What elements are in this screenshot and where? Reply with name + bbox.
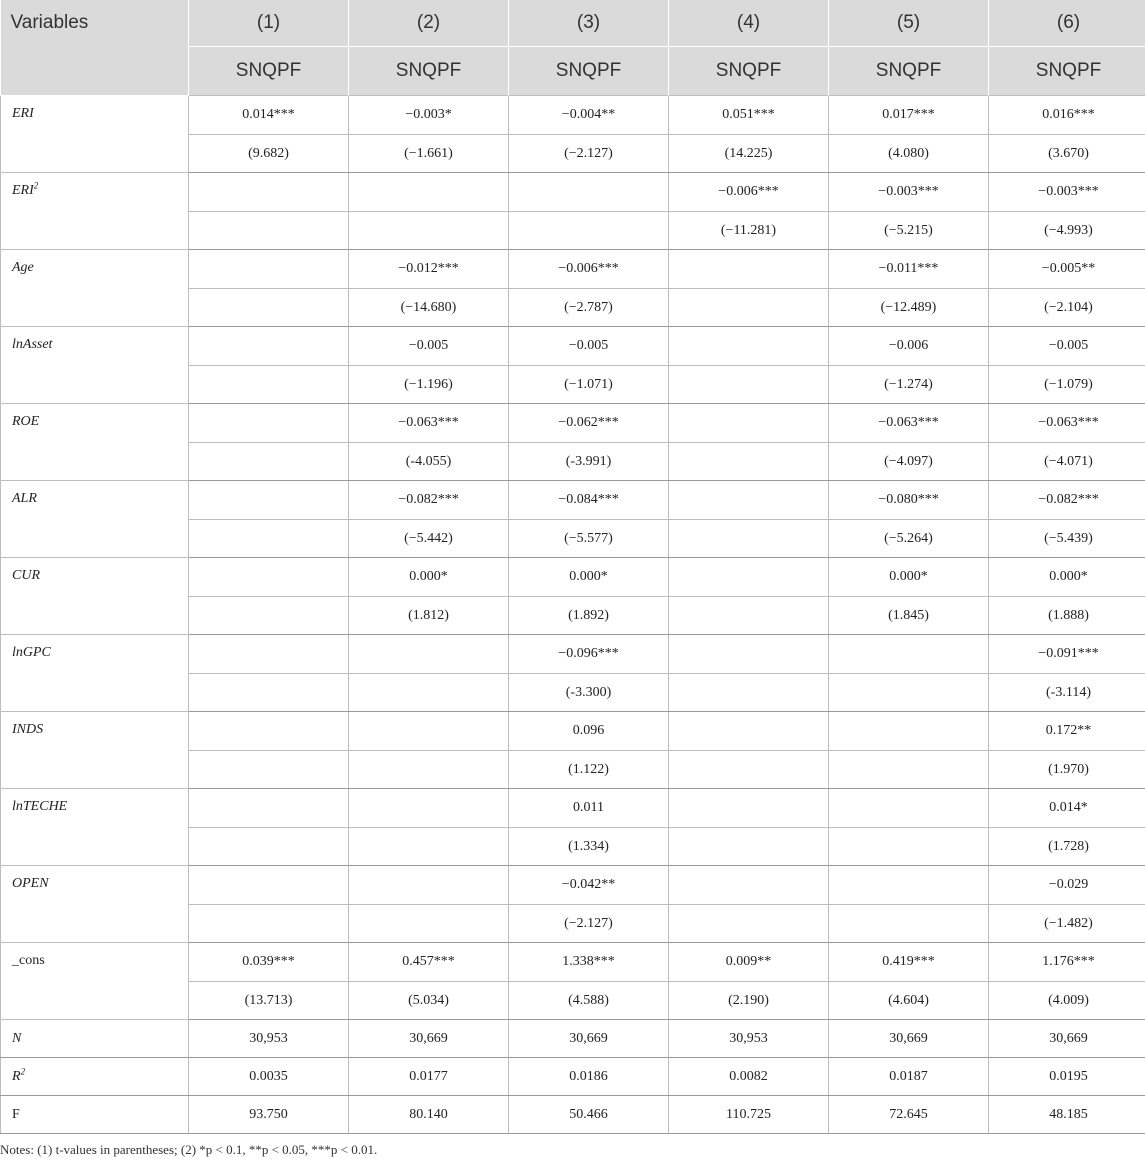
variable-name: ALR [12,491,37,506]
coefficient-cell: 1.176*** [989,943,1145,982]
variable-name: ERI [12,183,34,198]
coefficient-cell: 1.338*** [509,943,669,982]
t-value-cell: (−12.489) [829,289,989,327]
coefficient-row [1,250,1145,289]
statistic-cell: 72.645 [829,1096,989,1134]
t-value-cell: (1.892) [509,597,669,635]
coefficient-cell [669,481,829,520]
statistic-cell: 93.750 [189,1096,349,1134]
coefficient-cell: 0.172** [989,712,1145,751]
statistic-cell: 0.0177 [349,1058,509,1096]
t-value-cell [829,905,989,943]
coefficient-cell: −0.012*** [349,250,509,289]
t-value-cell [189,443,349,481]
dependent-variable-header: SNQPF [829,47,989,96]
coefficient-cell [349,635,509,674]
coefficient-cell: 0.000* [829,558,989,597]
column-header: (2) [349,0,509,47]
coefficient-row [1,96,1145,135]
coefficient-cell: −0.003* [349,96,509,135]
t-value-cell: (−1.482) [989,905,1145,943]
coefficient-cell [189,327,349,366]
coefficient-cell: −0.003*** [989,173,1145,212]
coefficient-cell [669,327,829,366]
statistic-cell: 0.0082 [669,1058,829,1096]
t-value-cell [349,905,509,943]
variable-name: INDS [12,722,44,737]
t-value-cell: (1.812) [349,597,509,635]
variable-name: F [12,1106,20,1122]
t-value-cell: (−5.577) [509,520,669,558]
coefficient-cell: −0.004** [509,96,669,135]
column-header: (6) [989,0,1145,47]
coefficient-row [1,327,1145,366]
t-value-cell: (4.588) [509,982,669,1020]
t-value-cell [189,674,349,712]
statistic-row [1,1058,1145,1096]
t-value-cell [829,828,989,866]
column-header: (4) [669,0,829,47]
coefficient-cell: 0.000* [349,558,509,597]
coefficient-cell [189,712,349,751]
t-value-cell: (−2.104) [989,289,1145,327]
column-header: (1) [189,0,349,47]
t-value-cell: (14.225) [669,135,829,173]
t-value-cell: (-3.300) [509,674,669,712]
variable-superscript: 2 [20,1065,26,1076]
t-value-cell: (4.009) [989,982,1145,1020]
coefficient-cell: 0.017*** [829,96,989,135]
dependent-variable-header: SNQPF [189,47,349,96]
coefficient-cell: −0.011*** [829,250,989,289]
statistic-cell: 0.0186 [509,1058,669,1096]
statistic-cell: 48.185 [989,1096,1145,1134]
statistic-cell: 0.0035 [189,1058,349,1096]
variable-label [1,404,189,481]
coefficient-cell [669,558,829,597]
coefficient-row [1,866,1145,905]
coefficient-cell: 0.014* [989,789,1145,828]
t-value-cell: (-3.991) [509,443,669,481]
coefficient-cell: −0.084*** [509,481,669,520]
t-value-cell: (−4.097) [829,443,989,481]
t-value-cell: (−5.264) [829,520,989,558]
coefficient-cell [189,404,349,443]
t-value-cell [349,212,509,250]
t-value-cell: (−1.661) [349,135,509,173]
coefficient-cell [189,481,349,520]
coefficient-cell: 0.039*** [189,943,349,982]
t-value-cell: (−5.442) [349,520,509,558]
coefficient-cell: −0.063*** [349,404,509,443]
coefficient-cell [829,712,989,751]
coefficient-cell [349,789,509,828]
variable-label [1,1096,189,1134]
coefficient-cell [669,789,829,828]
variable-name: Age [12,260,34,275]
coefficient-cell: −0.063*** [829,404,989,443]
coefficient-row [1,789,1145,828]
t-value-cell [349,674,509,712]
t-value-cell [189,212,349,250]
t-value-cell: (-4.055) [349,443,509,481]
coefficient-cell: −0.006*** [509,250,669,289]
coefficient-cell: −0.063*** [989,404,1145,443]
coefficient-cell: −0.005 [349,327,509,366]
t-value-cell [349,751,509,789]
statistic-cell: 30,669 [509,1020,669,1058]
variable-name: ROE [12,414,40,429]
coefficient-cell [349,173,509,212]
variable-label [1,173,189,250]
coefficient-cell: 0.000* [989,558,1145,597]
coefficient-row [1,404,1145,443]
coefficient-row [1,173,1145,212]
variable-label [1,558,189,635]
t-value-cell: (1.334) [509,828,669,866]
t-value-cell: (1.122) [509,751,669,789]
t-value-cell [189,905,349,943]
coefficient-cell: 0.051*** [669,96,829,135]
variable-name: ERI [12,106,34,121]
t-value-cell [669,905,829,943]
variable-name: lnTECHE [12,799,68,814]
coefficient-row [1,558,1145,597]
coefficient-cell: −0.082*** [349,481,509,520]
variable-name: lnGPC [12,645,51,660]
t-value-cell: (1.728) [989,828,1145,866]
variable-label [1,789,189,866]
t-value-cell [669,828,829,866]
statistic-cell: 30,953 [669,1020,829,1058]
statistic-cell: 30,669 [829,1020,989,1058]
t-value-cell [509,212,669,250]
variable-label [1,250,189,327]
variable-label [1,866,189,943]
coefficient-cell [669,712,829,751]
t-value-cell: (9.682) [189,135,349,173]
t-value-cell [669,520,829,558]
coefficient-cell: −0.080*** [829,481,989,520]
column-header: (3) [509,0,669,47]
variable-name: R [12,1068,21,1084]
coefficient-cell [829,789,989,828]
t-value-cell: (−1.196) [349,366,509,404]
coefficient-cell [349,866,509,905]
variable-superscript: 2 [33,180,39,191]
t-value-cell: (2.190) [669,982,829,1020]
t-value-cell: (13.713) [189,982,349,1020]
t-value-cell: (−5.215) [829,212,989,250]
t-value-cell [669,751,829,789]
coefficient-cell: −0.005** [989,250,1145,289]
coefficient-row [1,635,1145,674]
t-value-cell: (1.888) [989,597,1145,635]
coefficient-cell: −0.003*** [829,173,989,212]
coefficient-cell [189,250,349,289]
t-value-cell [669,443,829,481]
variable-label [1,1058,189,1096]
statistic-cell: 110.725 [669,1096,829,1134]
coefficient-row [1,943,1145,982]
coefficient-cell: 0.009** [669,943,829,982]
table-header [1,0,1145,96]
coefficient-cell: 0.419*** [829,943,989,982]
dependent-variable-header: SNQPF [509,47,669,96]
t-value-cell [349,828,509,866]
coefficient-row [1,712,1145,751]
variable-label [1,635,189,712]
t-value-cell [669,366,829,404]
t-value-cell [829,751,989,789]
coefficient-cell: −0.029 [989,866,1145,905]
coefficient-cell [349,712,509,751]
dependent-variable-header: SNQPF [349,47,509,96]
coefficient-row [1,481,1145,520]
statistic-cell: 30,953 [189,1020,349,1058]
variable-name: OPEN [12,876,49,891]
statistic-row [1,1096,1145,1134]
variable-label [1,96,189,173]
coefficient-cell: −0.091*** [989,635,1145,674]
variable-label [1,712,189,789]
column-header: (5) [829,0,989,47]
t-value-cell [189,289,349,327]
t-value-cell: (3.670) [989,135,1145,173]
variable-name: N [12,1030,22,1046]
coefficient-cell: −0.005 [989,327,1145,366]
t-value-cell: (−14.680) [349,289,509,327]
t-value-cell [189,366,349,404]
variables-header: Variables [1,0,189,96]
statistic-row [1,1020,1145,1058]
coefficient-cell [669,635,829,674]
t-value-cell [189,520,349,558]
coefficient-cell: 0.457*** [349,943,509,982]
coefficient-cell [829,866,989,905]
coefficient-cell: −0.082*** [989,481,1145,520]
variable-label [1,1020,189,1058]
coefficient-cell: 0.016*** [989,96,1145,135]
statistic-cell: 0.0195 [989,1058,1145,1096]
dependent-variable-header: SNQPF [989,47,1145,96]
t-value-cell: (−5.439) [989,520,1145,558]
table-notes: Notes: (1) t-values in parentheses; (2) *p < 0.1, **p < 0.05, ***p < 0.01. [0,1142,378,1157]
t-value-cell [669,674,829,712]
t-value-cell [189,751,349,789]
coefficient-cell: −0.006*** [669,173,829,212]
t-value-cell: (−4.071) [989,443,1145,481]
t-value-cell: (5.034) [349,982,509,1020]
t-value-cell [189,828,349,866]
variable-name: _cons [12,953,45,968]
statistic-cell: 50.466 [509,1096,669,1134]
t-value-cell: (−4.993) [989,212,1145,250]
t-value-cell: (−1.274) [829,366,989,404]
statistic-cell: 80.140 [349,1096,509,1134]
t-value-cell [669,597,829,635]
variable-name: lnAsset [12,337,53,352]
t-value-cell: (4.604) [829,982,989,1020]
coefficient-cell: −0.062*** [509,404,669,443]
coefficient-cell [669,866,829,905]
coefficient-cell: −0.042** [509,866,669,905]
t-value-cell: (−1.079) [989,366,1145,404]
coefficient-cell [509,173,669,212]
coefficient-cell [669,404,829,443]
coefficient-cell: 0.000* [509,558,669,597]
coefficient-cell [669,250,829,289]
t-value-cell: (−2.127) [509,905,669,943]
coefficient-cell [189,558,349,597]
t-value-cell [669,289,829,327]
statistic-cell: 30,669 [349,1020,509,1058]
t-value-cell: (−2.787) [509,289,669,327]
coefficient-cell: −0.006 [829,327,989,366]
table-body [1,96,1145,1134]
variable-label [1,481,189,558]
coefficient-cell: 0.014*** [189,96,349,135]
coefficient-cell: 0.096 [509,712,669,751]
coefficient-cell [189,866,349,905]
variable-label [1,943,189,1020]
coefficient-cell [189,789,349,828]
dependent-variable-header: SNQPF [669,47,829,96]
t-value-cell: (−2.127) [509,135,669,173]
t-value-cell [829,674,989,712]
t-value-cell: (−1.071) [509,366,669,404]
t-value-cell: (−11.281) [669,212,829,250]
t-value-cell: (-3.114) [989,674,1145,712]
coefficient-cell: 0.011 [509,789,669,828]
coefficient-cell: −0.005 [509,327,669,366]
statistic-cell: 30,669 [989,1020,1145,1058]
coefficient-cell [189,173,349,212]
t-value-cell: (1.970) [989,751,1145,789]
coefficient-cell [189,635,349,674]
variable-name: CUR [12,568,40,583]
t-value-cell: (4.080) [829,135,989,173]
coefficient-cell [829,635,989,674]
t-value-cell [189,597,349,635]
variable-label [1,327,189,404]
coefficient-cell: −0.096*** [509,635,669,674]
t-value-cell: (1.845) [829,597,989,635]
statistic-cell: 0.0187 [829,1058,989,1096]
